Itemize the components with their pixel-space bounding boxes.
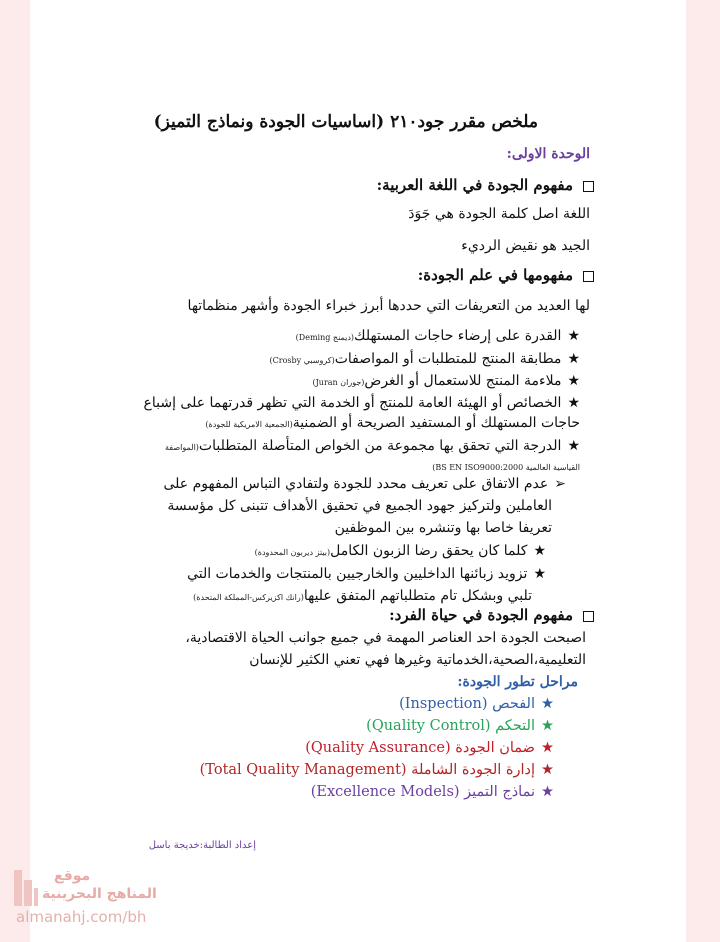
agreement-line: العاملين ولتركيز جهود الجميع في تحقيق الأهداف تتبنى كل مؤسسة xyxy=(167,498,552,514)
star-bullet-icon: ★ xyxy=(541,740,554,756)
arabic-line-2: الجيد هو نقيض الرديء xyxy=(461,238,590,254)
checkbox-square-icon xyxy=(583,181,594,192)
star-bullet-icon: ★ xyxy=(533,566,546,582)
stages-heading: مراحل تطور الجودة: xyxy=(457,674,578,690)
science-intro: لها العديد من التعريفات التي حددها أبرز خبراء الجودة وأشهر منظماتها xyxy=(187,298,590,314)
watermark-site-name: المناهج البحرينية xyxy=(42,886,157,902)
agreement-line: ➢عدم الاتفاق على تعريف محدد للجودة ولتفادي التباس المفهوم على xyxy=(163,476,566,492)
star-bullet-icon: ★ xyxy=(541,718,554,734)
star-bullet-icon: ★ xyxy=(567,351,580,367)
star-bullet-icon: ★ xyxy=(567,438,580,454)
document-page xyxy=(30,0,686,942)
star-bullet-icon: ★ xyxy=(567,328,580,344)
definition-item: ★الخصائص أو الهيئة العامة للمنتج أو الخدمة التي تظهر قدرتهما على إشباع xyxy=(143,395,580,411)
document-title: ملخص مقرر جود٢١٠ (اساسيات الجودة ونماذج التميز) xyxy=(153,112,538,132)
stage-item: ★ضمان الجودة (Quality Assurance) xyxy=(305,740,554,756)
stage-item: ★التحكم (Quality Control) xyxy=(366,718,554,734)
definition-item: ★الدرجة التي تحقق بها مجموعة من الخواص المتأصلة المتطلبات(المواصفة xyxy=(165,438,580,454)
definition-item-continued: حاجات المستهلك أو المستفيد الصريحة أو الضمنية(الجمعية الامريكية للجودة) xyxy=(205,415,580,431)
site-logo-icon xyxy=(14,870,38,906)
star-bullet-icon: ★ xyxy=(567,373,580,389)
star-bullet-icon: ★ xyxy=(567,395,580,411)
arrow-bullet-icon: ➢ xyxy=(554,476,566,492)
unit-heading: الوحدة الاولى: xyxy=(506,146,590,162)
star-bullet-icon: ★ xyxy=(541,696,554,712)
author-credit: إعداد الطالبة:خديجة باسل xyxy=(148,840,256,851)
arabic-line-1: اللغة اصل كلمة الجودة هي جَوَدَ xyxy=(408,206,590,222)
definition-item-continued: القياسية العالمية BS EN ISO9000:2000) xyxy=(432,463,580,472)
checkbox-square-icon xyxy=(583,611,594,622)
example-item-continued: تلبي وبشكل تام متطلباتهم المتفق عليها(رانك اكزيركس-المملكة المتحدة) xyxy=(193,588,532,604)
individual-meaning-heading: مفهوم الجودة في حياة الفرد: xyxy=(389,606,594,624)
stage-item: ★إدارة الجودة الشاملة (Total Quality Management) xyxy=(199,762,554,778)
individual-line-1: اصبحت الجودة احد العناصر المهمة في جميع جوانب الحياة الاقتصادية، xyxy=(185,630,586,646)
arabic-meaning-heading: مفهوم الجودة في اللغة العربية: xyxy=(377,176,594,194)
example-item: ★كلما كان يحقق رضا الزبون الكامل(بيتز ديربون المحدودة) xyxy=(254,543,546,559)
agreement-line: تعريفا خاصا بها وتنشره بين الموظفين xyxy=(334,520,552,536)
star-bullet-icon: ★ xyxy=(541,762,554,778)
stage-item: ★نماذج التميز (Excellence Models) xyxy=(310,784,554,800)
star-bullet-icon: ★ xyxy=(541,784,554,800)
watermark-site-label: موقع xyxy=(54,868,91,884)
watermark-url: almanahj.com/bh xyxy=(16,908,147,926)
star-bullet-icon: ★ xyxy=(533,543,546,559)
definition-item: ★ملاءمة المنتج للاستعمال أو الغرض(جوران Juran) xyxy=(312,373,580,389)
science-meaning-heading: مفهومها في علم الجودة: xyxy=(418,266,594,284)
document-content xyxy=(30,0,686,942)
definition-item: ★القدرة على إرضاء حاجات المستهلك(ديمنج Deming) xyxy=(295,328,580,344)
individual-line-2: التعليمية،الصحية،الخدماتية وغيرها فهي تعني الكثير للإنسان xyxy=(249,652,586,668)
checkbox-square-icon xyxy=(583,271,594,282)
stage-item: ★الفحص (Inspection) xyxy=(399,696,554,712)
example-item: ★تزويد زبائنها الداخليين والخارجيين بالمنتجات والخدمات التي xyxy=(187,566,546,582)
definition-item: ★مطابقة المنتج للمتطلبات أو المواصفات(كروسبي Crosby) xyxy=(269,351,580,367)
